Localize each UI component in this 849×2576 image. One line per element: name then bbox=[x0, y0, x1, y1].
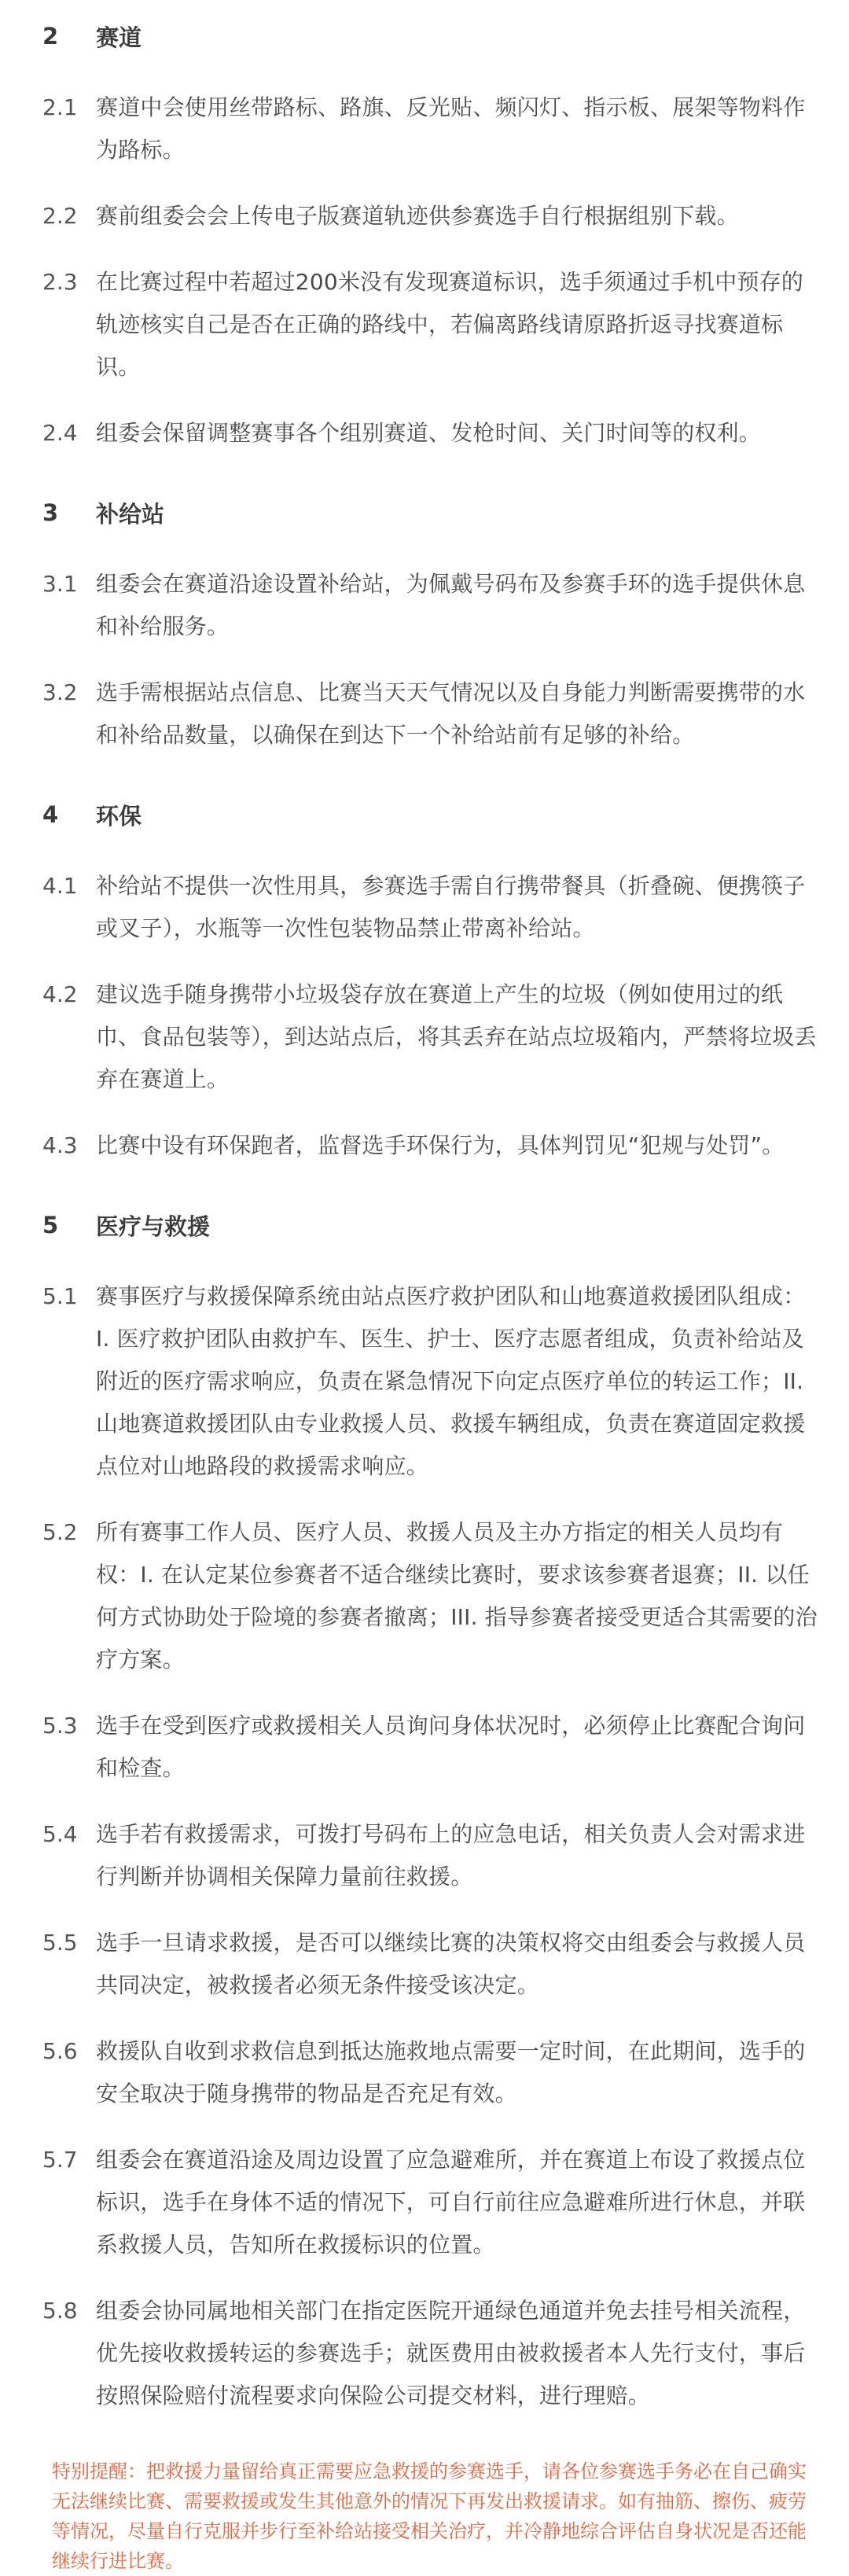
item-number: 2.3 bbox=[42, 269, 78, 295]
item-text: 选手需根据站点信息、比赛当天天气情况以及自身能力判断需要携带的水和补给品数量，以确保在到达下一个补给站前有足够的补给。 bbox=[96, 679, 806, 748]
item-text: 组委会保留调整赛事各个组别赛道、发枪时间、关门时间等的权利。 bbox=[96, 420, 762, 446]
section-title: 环保 bbox=[96, 802, 142, 830]
list-item bbox=[0, 1813, 849, 1898]
item-text: 选手在受到医疗或救援相关人员询问身体状况时，必须停止比赛配合询问和检查。 bbox=[96, 1713, 806, 1781]
item-text: 选手若有救援需求，可拨打号码布上的应急电话，相关负责人会对需求进行判断并协调相关保障力量前往救援。 bbox=[96, 1821, 806, 1890]
list-item bbox=[0, 2030, 849, 2115]
item-number: 3.2 bbox=[42, 679, 78, 705]
section-heading bbox=[0, 17, 849, 55]
section-title: 医疗与救援 bbox=[96, 1213, 211, 1240]
section-heading bbox=[0, 796, 849, 834]
section-heading bbox=[0, 494, 849, 532]
item-text: 救援队自收到求救信息到抵达施救地点需要一定时间，在此期间，选手的安全取决于随身携带的物品是否充足有效。 bbox=[96, 2038, 806, 2107]
item-number: 3.1 bbox=[42, 571, 78, 597]
section-title: 赛道 bbox=[96, 24, 142, 51]
item-text: 比赛中设有环保跑者，监督选手环保行为，具体判罚见“犯规与处罚”。 bbox=[96, 1132, 785, 1158]
item-text: 补给站不提供一次性用具，参赛选手需自行携带餐具（折叠碗、便携筷子或叉子），水瓶等一次性包装物品禁止带离补给站。 bbox=[96, 873, 806, 941]
section-number: 4 bbox=[42, 801, 59, 828]
item-text: 赛前组委会会上传电子版赛道轨迹供参赛选手自行根据组别下载。 bbox=[96, 203, 739, 229]
list-item bbox=[0, 1922, 849, 2007]
item-text: 组委会在赛道沿途设置补给站，为佩戴号码布及参赛手环的选手提供休息和补给服务。 bbox=[96, 571, 806, 639]
section-supply-station bbox=[0, 494, 849, 756]
list-item bbox=[0, 2290, 849, 2417]
item-number: 2.4 bbox=[42, 420, 78, 446]
item-number: 5.2 bbox=[42, 1519, 78, 1545]
item-number: 4.1 bbox=[42, 873, 78, 899]
list-item bbox=[0, 1511, 849, 1681]
list-item bbox=[0, 865, 849, 950]
list-item bbox=[0, 1124, 849, 1167]
item-number: 5.5 bbox=[42, 1930, 78, 1956]
list-item bbox=[0, 2139, 849, 2266]
list-item bbox=[0, 261, 849, 388]
item-text: 所有赛事工作人员、医疗人员、救援人员及主办方指定的相关人员均有权：I. 在认定某位参赛者不适合继续比赛时，要求该参赛者退赛；II. 以任何方式协助处于险境的参赛者撤离；III. 指导参赛者接受更适合其需要的治疗方案。 bbox=[96, 1519, 818, 1673]
section-track bbox=[0, 17, 849, 454]
item-number: 5.6 bbox=[42, 2038, 78, 2064]
item-number: 4.3 bbox=[42, 1132, 78, 1158]
item-number: 5.1 bbox=[42, 1283, 78, 1309]
item-number: 5.7 bbox=[42, 2147, 78, 2173]
section-number: 3 bbox=[42, 499, 59, 526]
list-item bbox=[0, 672, 849, 756]
section-title: 补给站 bbox=[96, 500, 165, 528]
list-item bbox=[0, 412, 849, 454]
section-medical-rescue bbox=[0, 1206, 849, 2417]
item-text: 赛道中会使用丝带路标、路旗、反光贴、频闪灯、指示板、展架等物料作为路标。 bbox=[96, 94, 806, 163]
section-environment bbox=[0, 796, 849, 1167]
list-item bbox=[0, 563, 849, 648]
section-heading bbox=[0, 1206, 849, 1244]
section-number: 2 bbox=[42, 23, 59, 50]
list-item bbox=[0, 973, 849, 1101]
list-item bbox=[0, 1275, 849, 1488]
item-number: 5.4 bbox=[42, 1821, 78, 1847]
item-text: 组委会在赛道沿途及周边设置了应急避难所，并在赛道上布设了救援点位标识，选手在身体不适的情况下，可自行前往应急避难所进行休息，并联系救援人员，告知所在救援标识的位置。 bbox=[96, 2147, 806, 2258]
special-notice: 特别提醒：把救援力量留给真正需要应急救援的参赛选手，请各位参赛选手务必在自己确实无法继续比赛、需要救援或发生其他意外的情况下再发出救援请求。如有抽筋、擦伤、疲劳等情况，尽量自行克服并步行至补给站接受相关治疗，并冷静地综合评估自身状况是否还能继续行进比赛。 bbox=[52, 2460, 807, 2572]
item-text: 赛事医疗与救援保障系统由站点医疗救护团队和山地赛道救援团队组成：I. 医疗救护团队由救护车、医生、护士、医疗志愿者组成，负责补给站及附近的医疗需求响应，负责在紧急情况下向定点医疗单位的转运工作；II. 山地赛道救援团队由专业救援人员、救援车辆组成，负责在赛道固定救援点位对山地路段的救援需求响应。 bbox=[96, 1283, 806, 1479]
list-item bbox=[0, 1705, 849, 1790]
item-number: 5.3 bbox=[42, 1713, 78, 1739]
item-text: 在比赛过程中若超过200米没有发现赛道标识，选手须通过手机中预存的轨迹核实自己是否在正确的路线中，若偏离路线请原路折返寻找赛道标识。 bbox=[96, 269, 804, 380]
item-text: 组委会协同属地相关部门在指定医院开通绿色通道并免去挂号相关流程，优先接收救援转运的参赛选手；就医费用由被救援者本人先行支付，事后按照保险赔付流程要求向保险公司提交材料，进行理赔。 bbox=[96, 2298, 806, 2409]
section-number: 5 bbox=[42, 1212, 59, 1238]
item-number: 5.8 bbox=[42, 2298, 78, 2324]
list-item bbox=[0, 86, 849, 171]
item-text: 建议选手随身携带小垃圾袋存放在赛道上产生的垃圾（例如使用过的纸巾、食品包装等），到达站点后，将其丢弃在站点垃圾箱内，严禁将垃圾丢弃在赛道上。 bbox=[96, 981, 817, 1092]
item-number: 4.2 bbox=[42, 981, 78, 1007]
list-item bbox=[0, 195, 849, 237]
item-number: 2.2 bbox=[42, 203, 78, 229]
item-text: 选手一旦请求救援，是否可以继续比赛的决策权将交由组委会与救援人员共同决定，被救援者必须无条件接受该决定。 bbox=[96, 1930, 806, 1998]
item-number: 2.1 bbox=[42, 94, 78, 120]
